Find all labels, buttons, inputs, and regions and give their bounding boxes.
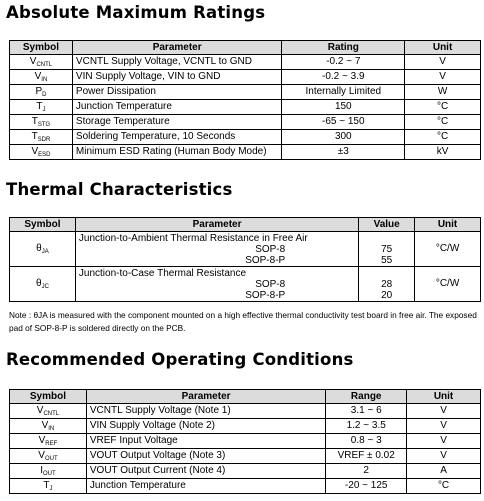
symbol-cell: $V_{IN}$ bbox=[10, 70, 73, 85]
parameter-cell: Storage Temperature bbox=[72, 115, 282, 130]
header-unit: Unit bbox=[405, 41, 481, 55]
parameter-label: Junction-to-Case Thermal Resistance bbox=[78, 268, 247, 279]
table-row bbox=[10, 434, 481, 449]
parameter-cell bbox=[75, 267, 358, 302]
symbol-cell: $T_{SDR}$ bbox=[10, 130, 73, 145]
parameter-cell: VOUT Output Voltage (Note 3) bbox=[86, 449, 325, 464]
value-cell: VREF ± 0.02 bbox=[326, 449, 407, 464]
value-sop8p: 20 bbox=[381, 290, 393, 301]
header-symbol: Symbol bbox=[10, 41, 73, 55]
symbol-cell: $V_{OUT}$ bbox=[10, 449, 87, 464]
header-symbol: Symbol bbox=[10, 390, 87, 404]
header-parameter: Parameter bbox=[72, 41, 282, 55]
parameter-cell: Minimum ESD Rating (Human Body Mode) bbox=[72, 145, 282, 160]
unit-cell: °C bbox=[405, 130, 481, 145]
parameter-cell: VCNTL Supply Voltage (Note 1) bbox=[86, 404, 325, 419]
parameter-cell: Power Dissipation bbox=[72, 85, 282, 100]
parameter-cell: VREF Input Voltage bbox=[86, 434, 325, 449]
unit-cell: V bbox=[405, 55, 481, 70]
header-range: Range bbox=[326, 390, 407, 404]
roc-title: Recommended Operating Conditions bbox=[6, 350, 354, 369]
value-sop8p: 55 bbox=[381, 255, 393, 266]
amr-title: Absolute Maximum Ratings bbox=[6, 3, 266, 22]
symbol-cell: $V_{IN}$ bbox=[10, 419, 87, 434]
value-cell: 150 bbox=[282, 100, 405, 115]
unit-cell: °C/W bbox=[415, 267, 481, 302]
table-row bbox=[10, 85, 481, 100]
unit-cell: W bbox=[405, 85, 481, 100]
table-row bbox=[10, 115, 481, 130]
thermal-note: Note : θJA is measured with the component mounted on a high effective thermal conductivity test board in free air. The exposed pad of SOP-8-P is soldered directly on the PCB. bbox=[9, 310, 477, 333]
symbol-cell: $V_{CNTL}$ bbox=[10, 55, 73, 70]
header-parameter: Parameter bbox=[75, 218, 358, 232]
symbol-cell: $T_{STG}$ bbox=[10, 115, 73, 130]
parameter-label: Junction-to-Ambient Thermal Resistance in Free Air bbox=[78, 233, 308, 244]
table-row bbox=[10, 232, 481, 267]
package-sop8: SOP-8 bbox=[255, 279, 286, 290]
parameter-cell: Junction Temperature bbox=[86, 479, 325, 494]
roc-header-row bbox=[10, 390, 481, 404]
symbol-cell: $T_J$ bbox=[10, 479, 87, 494]
parameter-cell: VIN Supply Voltage, VIN to GND bbox=[72, 70, 282, 85]
parameter-cell: Soldering Temperature, 10 Seconds bbox=[72, 130, 282, 145]
value-cell: Internally Limited bbox=[282, 85, 405, 100]
parameter-cell: VIN Supply Voltage (Note 2) bbox=[86, 419, 325, 434]
header-rating: Rating bbox=[282, 41, 405, 55]
value-cell: -0.2 ~ 3.9 bbox=[282, 70, 405, 85]
header-parameter: Parameter bbox=[86, 390, 325, 404]
package-sop8p: SOP-8-P bbox=[245, 290, 286, 301]
parameter-cell: VOUT Output Current (Note 4) bbox=[86, 464, 325, 479]
unit-cell: °C bbox=[405, 100, 481, 115]
package-sop8p: SOP-8-P bbox=[245, 255, 286, 266]
table-row bbox=[10, 70, 481, 85]
symbol-cell: $V_{CNTL}$ bbox=[10, 404, 87, 419]
value-sop8: 28 bbox=[381, 279, 393, 290]
package-sop8: SOP-8 bbox=[255, 244, 286, 255]
symbol-cell: $V_{ESD}$ bbox=[10, 145, 73, 160]
unit-cell: V bbox=[407, 434, 481, 449]
parameter-cell: Junction Temperature bbox=[72, 100, 282, 115]
unit-cell: °C bbox=[405, 115, 481, 130]
header-unit: Unit bbox=[415, 218, 481, 232]
header-symbol: Symbol bbox=[10, 218, 76, 232]
roc-table bbox=[9, 389, 481, 494]
table-row bbox=[10, 449, 481, 464]
value-cell: 300 bbox=[282, 130, 405, 145]
table-row bbox=[10, 404, 481, 419]
value-cell: 1.2 ~ 3.5 bbox=[326, 419, 407, 434]
table-row bbox=[10, 464, 481, 479]
value-cell: -65 ~ 150 bbox=[282, 115, 405, 130]
value-cell: 2 bbox=[326, 464, 407, 479]
value-cell: 0.8 ~ 3 bbox=[326, 434, 407, 449]
table-row bbox=[10, 419, 481, 434]
header-unit: Unit bbox=[407, 390, 481, 404]
table-row bbox=[10, 145, 481, 160]
value-cell: -0.2 ~ 7 bbox=[282, 55, 405, 70]
thermal-header-row bbox=[10, 218, 481, 232]
value-cell bbox=[359, 267, 415, 302]
value-cell: -20 ~ 125 bbox=[326, 479, 407, 494]
unit-cell: V bbox=[407, 419, 481, 434]
thermal-table bbox=[9, 217, 481, 302]
table-row bbox=[10, 130, 481, 145]
unit-cell: V bbox=[405, 70, 481, 85]
unit-cell: V bbox=[407, 404, 481, 419]
symbol-cell: $\theta_{JA}$ bbox=[10, 232, 76, 267]
thermal-title: Thermal Characteristics bbox=[6, 180, 233, 199]
symbol-cell: $T_J$ bbox=[10, 100, 73, 115]
symbol-cell: $P_D$ bbox=[10, 85, 73, 100]
unit-cell: A bbox=[407, 464, 481, 479]
value-cell: 3.1 ~ 6 bbox=[326, 404, 407, 419]
table-row bbox=[10, 55, 481, 70]
unit-cell: °C bbox=[407, 479, 481, 494]
amr-header-row bbox=[10, 41, 481, 55]
value-sop8: 75 bbox=[381, 244, 393, 255]
parameter-cell bbox=[75, 232, 358, 267]
value-cell bbox=[359, 232, 415, 267]
amr-table bbox=[9, 40, 481, 160]
value-cell: ±3 bbox=[282, 145, 405, 160]
table-row bbox=[10, 479, 481, 494]
header-value: Value bbox=[359, 218, 415, 232]
table-row bbox=[10, 267, 481, 302]
symbol-cell: $I_{OUT}$ bbox=[10, 464, 87, 479]
symbol-cell: $V_{REF}$ bbox=[10, 434, 87, 449]
table-row bbox=[10, 100, 481, 115]
unit-cell: V bbox=[407, 449, 481, 464]
unit-cell: °C/W bbox=[415, 232, 481, 267]
parameter-cell: VCNTL Supply Voltage, VCNTL to GND bbox=[72, 55, 282, 70]
symbol-cell: $\theta_{JC}$ bbox=[10, 267, 76, 302]
unit-cell: kV bbox=[405, 145, 481, 160]
